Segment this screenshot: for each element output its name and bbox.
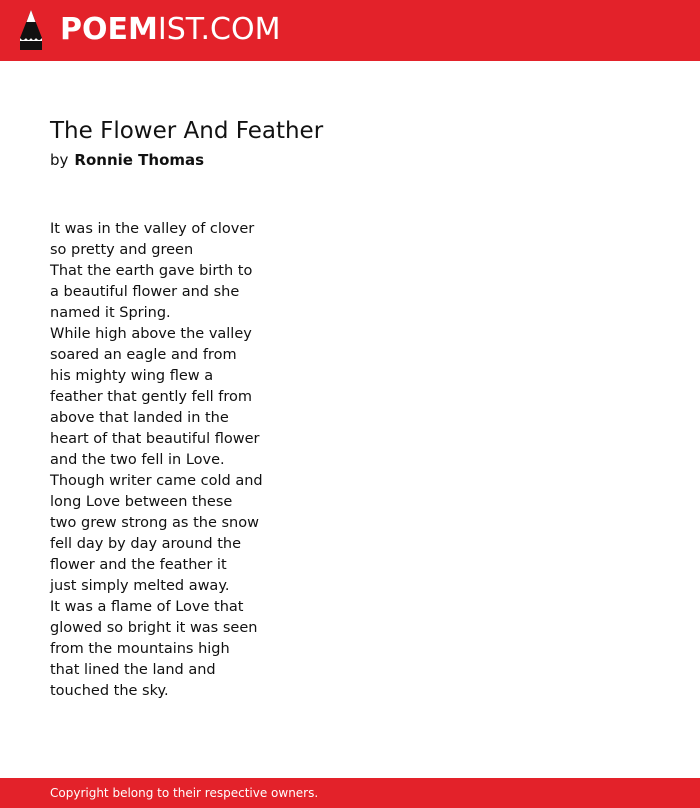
poem-title: The Flower And Feather	[50, 118, 324, 144]
footer-bar	[0, 778, 700, 808]
poem-line: named it Spring.	[50, 305, 171, 321]
poem-header	[50, 114, 650, 172]
poem-body	[50, 219, 310, 702]
poem-line: his mighty wing flew a	[50, 368, 214, 384]
poem-line: Though writer came cold and	[50, 473, 263, 489]
author-name[interactable]: Ronnie Thomas	[74, 151, 205, 169]
copyright-notice: Copyright belong to their respective owners.	[50, 786, 319, 800]
site-logo[interactable]	[16, 8, 280, 52]
pencil-tip-icon	[16, 8, 46, 52]
poem-line: from the mountains high	[50, 641, 230, 657]
poem-line: glowed so bright it was seen	[50, 620, 258, 636]
wordmark-strong: POEM	[60, 12, 158, 47]
header-bar	[0, 0, 700, 61]
poem-line: long Love between these	[50, 494, 233, 510]
poem-line: touched the sky.	[50, 683, 169, 699]
poem-line: While high above the valley	[50, 326, 252, 342]
poem-line: It was in the valley of clover	[50, 221, 255, 237]
by-label: by	[50, 151, 69, 169]
poem-line: soared an eagle and from	[50, 347, 237, 363]
poem-line: so pretty and green	[50, 242, 194, 258]
poem-line: fell day by day around the	[50, 536, 242, 552]
wordmark-light: IST.COM	[157, 12, 281, 47]
byline	[50, 148, 650, 172]
poem-line: above that landed in the	[50, 410, 229, 426]
poem-line: flower and the feather it	[50, 557, 227, 573]
poem-line: That the earth gave birth to	[50, 263, 253, 279]
poem-line: feather that gently fell from	[50, 389, 252, 405]
site-wordmark	[60, 8, 280, 52]
poem-line: that lined the land and	[50, 662, 216, 678]
poem-line: a beautiful flower and she	[50, 284, 240, 300]
poem-line: two grew strong as the snow	[50, 515, 259, 531]
poem-line: heart of that beautiful flower	[50, 431, 260, 447]
poem-line: and the two fell in Love.	[50, 452, 225, 468]
poem-line: just simply melted away.	[50, 578, 230, 594]
poem-line: It was a flame of Love that	[50, 599, 244, 615]
